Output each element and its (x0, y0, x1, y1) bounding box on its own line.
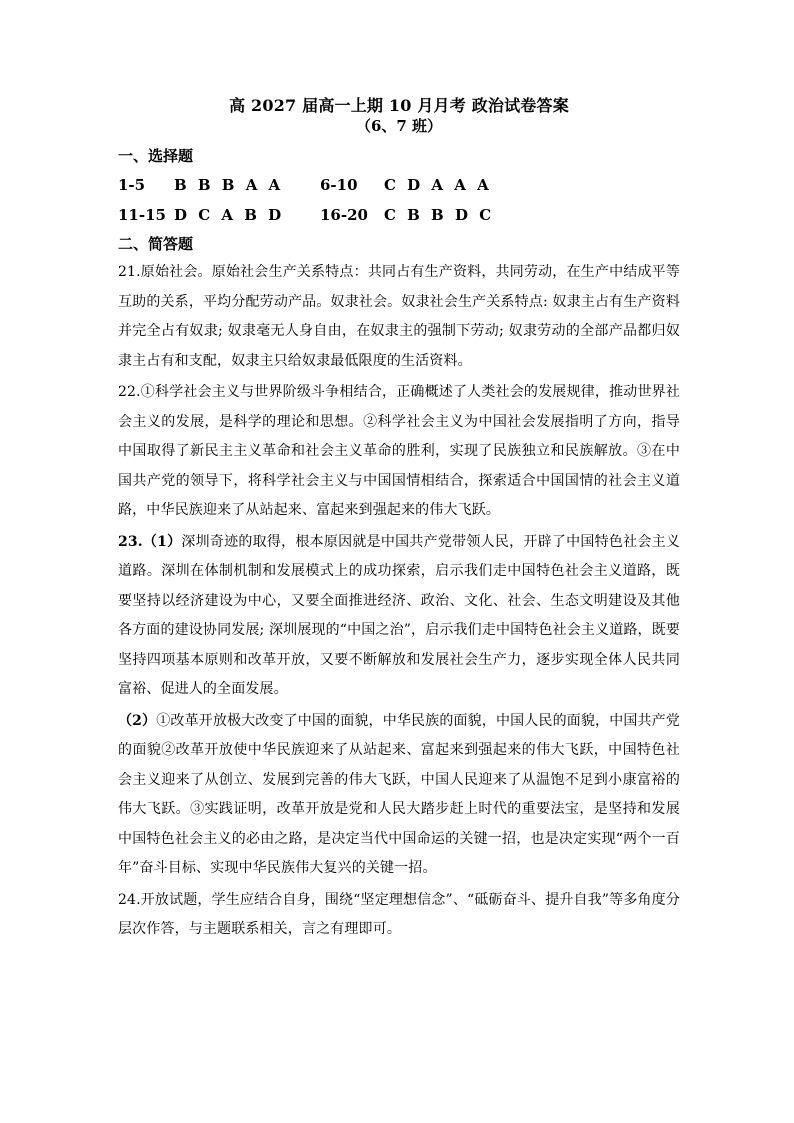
answer-text: ①改革开放极大改变了中国的面貌，中华民族的面貌，中国人民的面貌，中国共产党的面貌②改革开放使中华民族迎来了从站起来、富起来到强起来的伟大飞跃，中国特色社会主义迎来了从创立、发展到完善的伟大飞跃，中国人民迎来了从温饱不足到小康富裕的伟大飞跃。③实践证明，改革开放是党和人民大踏步赶上时代的重要法宝，是坚持和发展中国特色社会主义的必由之路，是决定当代中国命运的关键一招，也是决定实现“两个一百年”奋斗目标、实现中华民族伟大复兴的关键一招。 (118, 712, 680, 876)
answer-letters: C B B D C (384, 206, 495, 224)
choice-answers-row (118, 200, 680, 230)
answer-q22: 22.①科学社会主义与世界阶级斗争相结合，正确概述了人类社会的发展规律，推动世界社会主义的发展，是科学的理论和思想。②科学社会主义为中国社会发展指明了方向，指导中国取得了新民主主义革命和社会主义革命的胜利，实现了民族独立和民族解放。③在中国共产党的领导下，将科学社会主义与中国国情相结合，探索适合中国国情的社会主义道路，中华民族迎来了从站起来、富起来到强起来的伟大飞跃。 (118, 384, 680, 518)
choice-answers-row (118, 170, 680, 200)
question-number: 23. (118, 533, 143, 550)
part-label: （1） (142, 533, 182, 550)
part-label: （2） (118, 712, 157, 729)
document-title: 高 2027 届高一上期 10 月月考 政治试卷答案 (229, 96, 569, 115)
answer-document (118, 96, 680, 945)
answer-range: 1-5 (118, 176, 146, 194)
answer-range: 16-20 (320, 206, 368, 224)
answer-range: 11-15 (118, 206, 166, 224)
document-subtitle: （6、7 班） (355, 117, 443, 135)
answer-letters: C D A A A (384, 176, 492, 194)
answer-q23-part1 (118, 528, 680, 705)
short-answer-section-heading: 二、简答题 (118, 235, 194, 253)
answer-q23-part2 (118, 707, 680, 884)
answer-letters: B B B A A (174, 176, 284, 194)
answer-q24: 24.开放试题，学生应结合自身，围绕“坚定理想信念”、“砥砺奋斗、提升自我”等多角度分层次作答，与主题联系相关，言之有理即可。 (118, 891, 680, 937)
answer-text: 深圳奇迹的取得，根本原因就是中国共产党带领人民，开辟了中国特色社会主义道路。深圳在体制机制和发展模式上的成功探索，启示我们走中国特色社会主义道路，既要坚持以经济建设为中心，又要全面推进经济、政治、文化、社会、生态文明建设及其他各方面的建设协同发展; 深圳展现的“中国之治”，启示我们走中国特色社会主义道路，既要坚持四项基本原则和改革开放，又要不断解放和发展社会生产力，逐步实现全体人民共同富裕、促进人的全面发展。 (118, 533, 680, 697)
answer-letters: D C A B D (174, 206, 285, 224)
answer-q21: 21.原始社会。原始社会生产关系特点：共同占有生产资料，共同劳动，在生产中结成平等互助的关系，平均分配劳动产品。奴隶社会。奴隶社会生产关系特点: 奴隶主占有生产资料并完全占有奴隶; 奴隶毫无人身自由，在奴隶主的强制下劳动; 奴隶劳动的全部产品都归奴隶主占有和支配，奴隶主只给奴隶最低限度的生活资料。 (118, 264, 680, 369)
choice-section-heading: 一、选择题 (118, 147, 194, 165)
choice-answers-table (118, 170, 680, 230)
answer-range: 6-10 (320, 176, 358, 194)
